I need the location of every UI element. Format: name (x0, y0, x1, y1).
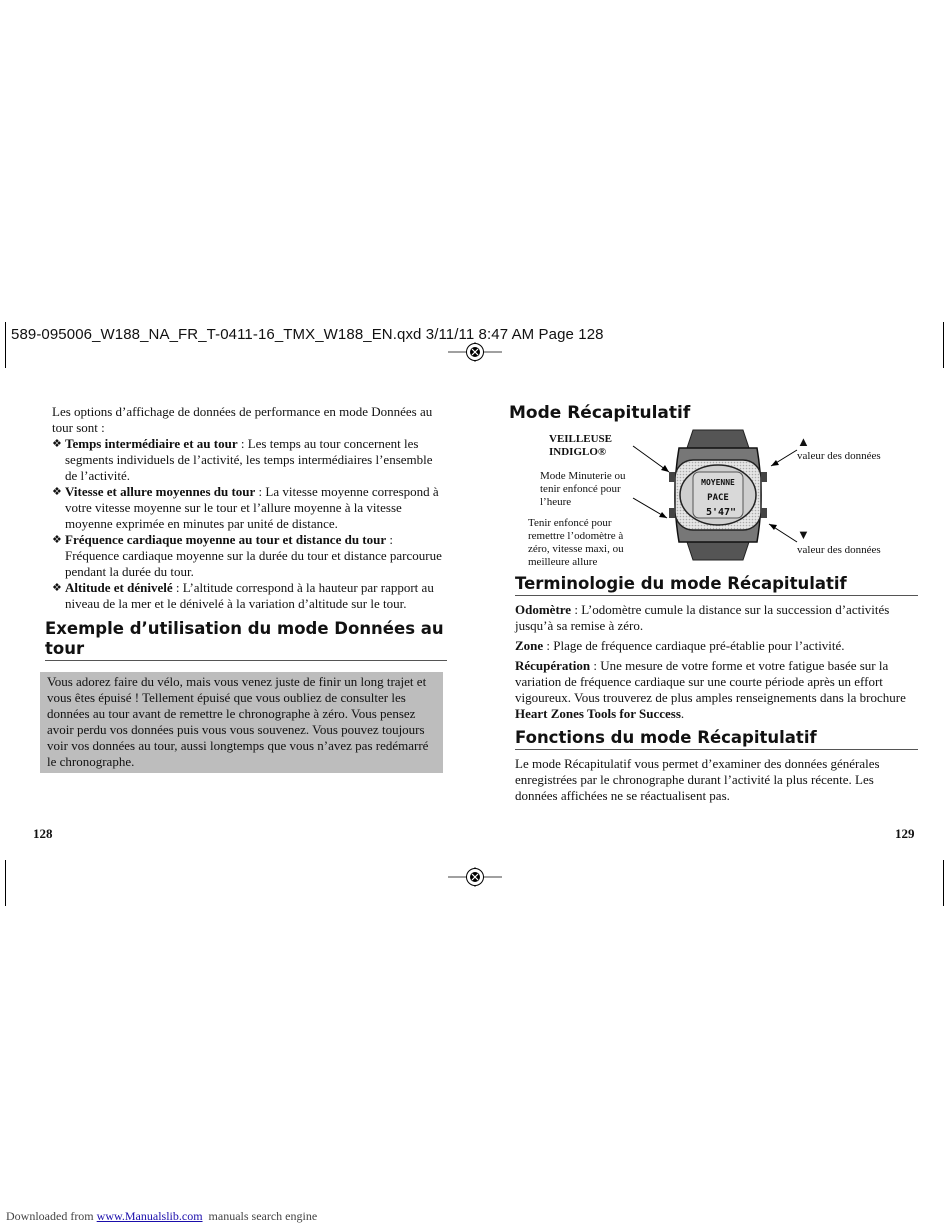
term-heading: Terminologie du mode Récapitulatif (515, 574, 847, 593)
example-heading-block (45, 619, 447, 661)
diamond-bullet-icon: ❖ (52, 534, 62, 546)
watch-illustration (625, 428, 805, 562)
callout-up-label: valeur des données (797, 450, 881, 462)
term-odometre: Odomètre : L’odomètre cumule la distance sur la succession d’activités jusqu’à sa remise à zéro. (515, 602, 890, 633)
crop-mark (5, 860, 6, 906)
callout-down-label: valeur des données (797, 544, 881, 556)
down-symbol-icon: ▼ (797, 527, 810, 542)
mode-title: Mode Récapitulatif (509, 403, 691, 423)
callout-minuterie: Mode Minuterie ou tenir enfoncé pour l’heure (540, 470, 626, 508)
registration-mark-icon (448, 342, 502, 362)
download-footer: Downloaded from www.Manualslib.com manuals search engine (6, 1209, 318, 1223)
crop-mark (943, 860, 944, 906)
list-item: ❖ Temps intermédiaire et au tour : Les temps au tour concernent les segments individuels de l’activité, les temps intermédiaires l’ensemble de l’activité. (52, 436, 433, 483)
func-heading-block (515, 728, 918, 750)
diamond-bullet-icon: ❖ (52, 486, 62, 498)
term-zone: Zone : Plage de fréquence cardiaque pré-établie pour l’activité. (515, 638, 845, 653)
example-box (40, 672, 443, 773)
left-page (40, 404, 445, 773)
diamond-bullet-icon: ❖ (52, 582, 62, 594)
diamond-bullet-icon: ❖ (52, 438, 62, 450)
list-item: ❖ Vitesse et allure moyennes du tour : La vitesse moyenne correspond à votre vitesse moyenne sur le tour et l’allure moyenne à la vitesse moyenne exprimée en minutes par unité de distance. (52, 484, 439, 531)
list-item: ❖ Altitude et dénivelé : L’altitude correspond à la hauteur par rapport au niveau de la mer et le dénivelé à la variation d’altitude sur le tour. (52, 580, 434, 611)
term-recuperation: Récupération : Une mesure de votre forme et votre fatigue basée sur la variation de fréquence cardiaque sur une courte période après un effort vigoureux. Vous trouverez de plus amples renseignements dans la brochure Heart Zones Tools for Success. (515, 658, 906, 721)
page-number-right: 129 (895, 826, 915, 841)
manualslib-link[interactable]: www.Manualslib.com (96, 1209, 203, 1223)
watch-screen-line: MOYENNE (701, 478, 735, 487)
intro-paragraph: Les options d’affichage de données de performance en mode Données au tour sont : (52, 404, 433, 435)
func-paragraph: Le mode Récapitulatif vous permet d’examiner des données générales enregistrées par le chronographe durant l’activité la plus récente. Les données affichées ne se réactualisent pas. (515, 756, 880, 803)
example-text: Vous adorez faire du vélo, mais vous venez juste de finir un long trajet et vous êtes épuisé ! Tellement épuisé que vous oubliez de consulter les données au tour avant de remettre le chronographe à zéro. Vous pensez avoir perdu vos données puis vous vous souvenez. Vous pouvez toujours voir vos données au tour, aussi longtemps que vous n’avez pas redémarré le chronographe. (47, 674, 429, 769)
term-heading-block (515, 574, 918, 596)
registration-mark-icon (448, 867, 502, 887)
watch-screen-line: PACE (707, 493, 729, 503)
callout-indiglo: VEILLEUSE INDIGLO® (549, 433, 612, 458)
bullet-list (52, 436, 446, 612)
up-symbol-icon: ▲ (797, 434, 810, 449)
func-heading: Fonctions du mode Récapitulatif (515, 728, 817, 747)
watch-screen-line: 5'47" (705, 507, 737, 518)
crop-mark (943, 322, 944, 368)
example-heading: Exemple d’utilisation du mode Données au tour (45, 619, 444, 658)
list-item: ❖ Fréquence cardiaque moyenne au tour et distance du tour : Fréquence cardiaque moyenne sur la durée du tour et distance parcourue pendant la durée du tour. (52, 532, 442, 579)
callout-tenir: Tenir enfoncé pour remettre l’odomètre à zéro, vitesse maxi, ou meilleure allure (528, 517, 624, 568)
right-page-body (515, 574, 918, 804)
crop-mark (5, 322, 6, 368)
page-number-left: 128 (33, 826, 53, 841)
print-slug: 589-095006_W188_NA_FR_T-0411-16_TMX_W188_EN.qxd 3/11/11 8:47 AM Page 128 (11, 326, 604, 343)
